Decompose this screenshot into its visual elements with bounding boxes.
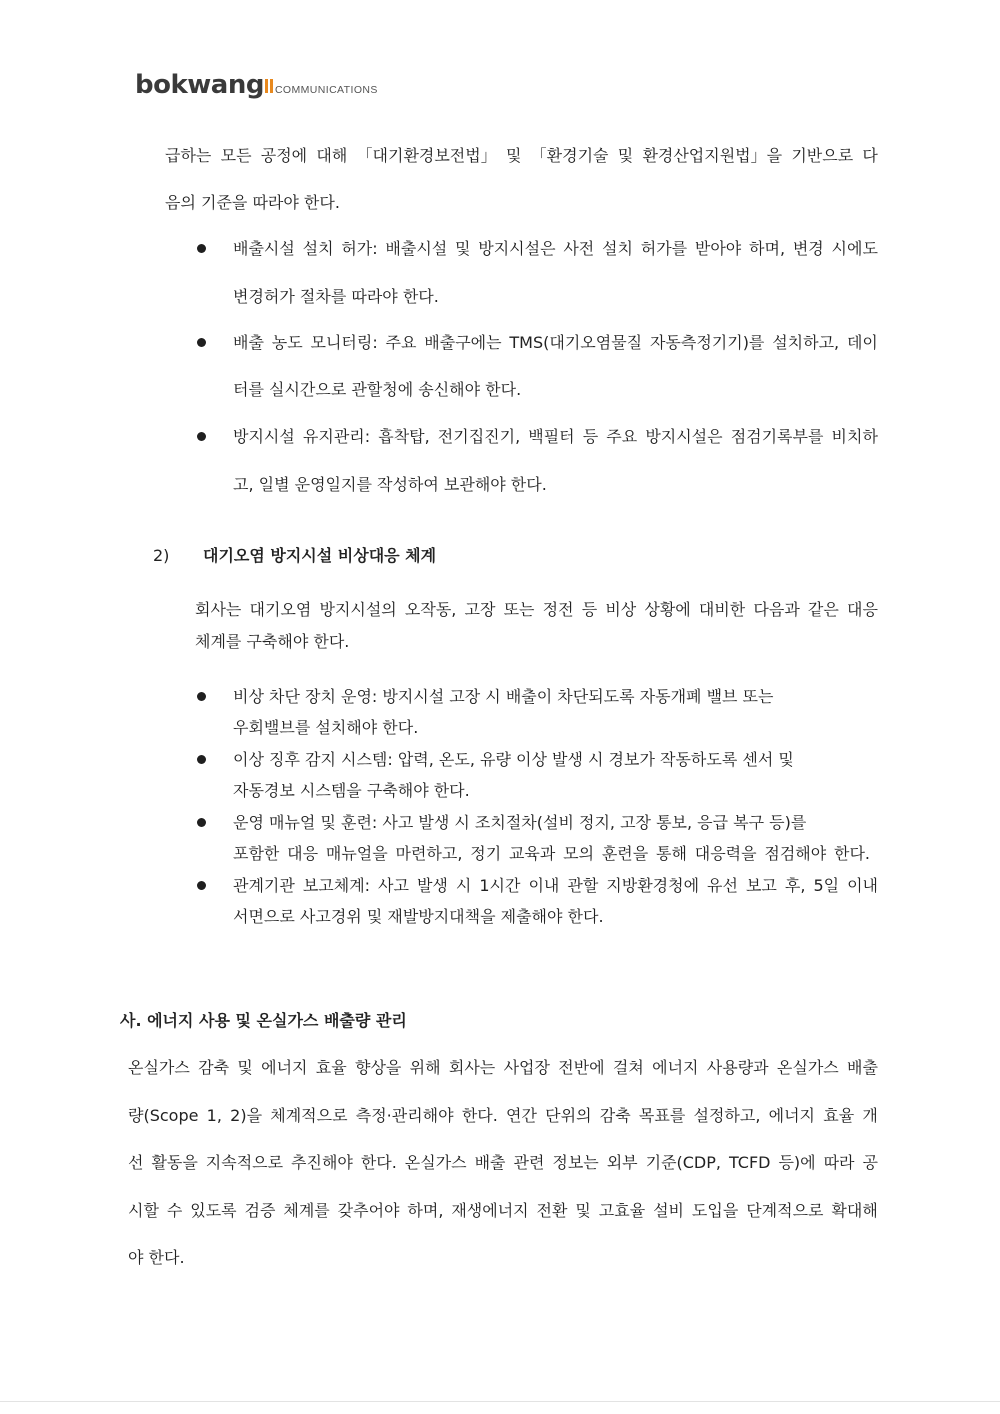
criteria-item-3-line-1: 방지시설 유지관리: 흡착탑, 전기집진기, 백필터 등 주요 방지시설은 점검기록부를 비치하 xyxy=(233,427,878,446)
section-title: 대기오염 방지시설 비상대응 체계 xyxy=(203,546,437,565)
emergency-item-3-line-1: 운영 매뉴얼 및 훈련: 사고 발생 시 조치절차(설비 정지, 고장 통보, 응급 복구 등)를 xyxy=(233,813,807,832)
section-number: 2) xyxy=(153,546,170,565)
logo-wordmark: bokwang xyxy=(135,70,264,100)
section2-intro-line-2: 체계를 구축해야 한다. xyxy=(195,632,350,651)
page-bottom-divider xyxy=(0,1401,1000,1402)
emergency-item-1-line-2: 우회밸브를 설치해야 한다. xyxy=(233,718,419,737)
intro-line-1: 급하는 모든 공정에 대해 「대기환경보전법」 및 「환경기술 및 환경산업지원법」을 기반으로 다 xyxy=(165,146,878,165)
logo-subtitle: COMMUNICATIONS xyxy=(274,84,378,96)
emergency-item-1-line-1: 비상 차단 장치 운영: 방지시설 고장 시 배출이 차단되도록 자동개폐 밸브 또는 xyxy=(233,687,774,706)
bullet-icon xyxy=(197,755,206,764)
energy-para-line-4: 시할 수 있도록 검증 체계를 갖추어야 하며, 재생에너지 전환 및 고효율 설비 도입을 단계적으로 확대해 xyxy=(128,1201,878,1220)
emergency-item-4-line-2: 서면으로 사고경위 및 재발방지대책을 제출해야 한다. xyxy=(233,907,604,926)
emergency-item-2-line-2: 자동경보 시스템을 구축해야 한다. xyxy=(233,781,470,800)
logo-mark-icon xyxy=(265,73,274,93)
emergency-item-4-line-1: 관계기관 보고체계: 사고 발생 시 1시간 이내 관할 지방환경청에 유선 보고 후, 5일 이내 xyxy=(233,876,878,895)
criteria-item-3-line-2: 고, 일별 운영일지를 작성하여 보관해야 한다. xyxy=(233,475,547,494)
energy-para-line-3: 선 활동을 지속적으로 추진해야 한다. 온실가스 배출 관련 정보는 외부 기준(CDP, TCFD 등)에 따라 공 xyxy=(128,1153,878,1172)
section-title: 사. 에너지 사용 및 온실가스 배출량 관리 xyxy=(120,1011,407,1030)
bullet-icon xyxy=(197,692,206,701)
criteria-item-1-line-2: 변경허가 절차를 따라야 한다. xyxy=(233,287,439,306)
emergency-item-3-line-2: 포함한 대응 매뉴얼을 마련하고, 정기 교육과 모의 훈련을 통해 대응력을 점검해야 한다. xyxy=(233,844,870,863)
emergency-item-2-line-1: 이상 징후 감지 시스템: 압력, 온도, 유량 이상 발생 시 경보가 작동하도록 센서 및 xyxy=(233,750,794,769)
criteria-item-2-line-1: 배출 농도 모니터링: 주요 배출구에는 TMS(대기오염물질 자동측정기기)를 설치하고, 데이 xyxy=(233,333,878,352)
company-logo xyxy=(135,70,378,106)
energy-para-line-1: 온실가스 감축 및 에너지 효율 향상을 위해 회사는 사업장 전반에 걸쳐 에너지 사용량과 온실가스 배출 xyxy=(128,1058,878,1077)
energy-para-line-2: 량(Scope 1, 2)을 체계적으로 측정·관리해야 한다. 연간 단위의 감축 목표를 설정하고, 에너지 효율 개 xyxy=(128,1106,878,1125)
bullet-icon xyxy=(197,244,206,253)
bullet-icon xyxy=(197,818,206,827)
intro-line-2: 음의 기준을 따라야 한다. xyxy=(165,193,340,212)
bullet-icon xyxy=(197,881,206,890)
section2-intro-line-1: 회사는 대기오염 방지시설의 오작동, 고장 또는 정전 등 비상 상황에 대비한 다음과 같은 대응 xyxy=(195,600,878,619)
bullet-icon xyxy=(197,432,206,441)
energy-para-line-5: 야 한다. xyxy=(128,1248,185,1267)
criteria-item-2-line-2: 터를 실시간으로 관할청에 송신해야 한다. xyxy=(233,380,522,399)
bullet-icon xyxy=(197,338,206,347)
criteria-item-1-line-1: 배출시설 설치 허가: 배출시설 및 방지시설은 사전 설치 허가를 받아야 하며, 변경 시에도 xyxy=(233,239,878,258)
